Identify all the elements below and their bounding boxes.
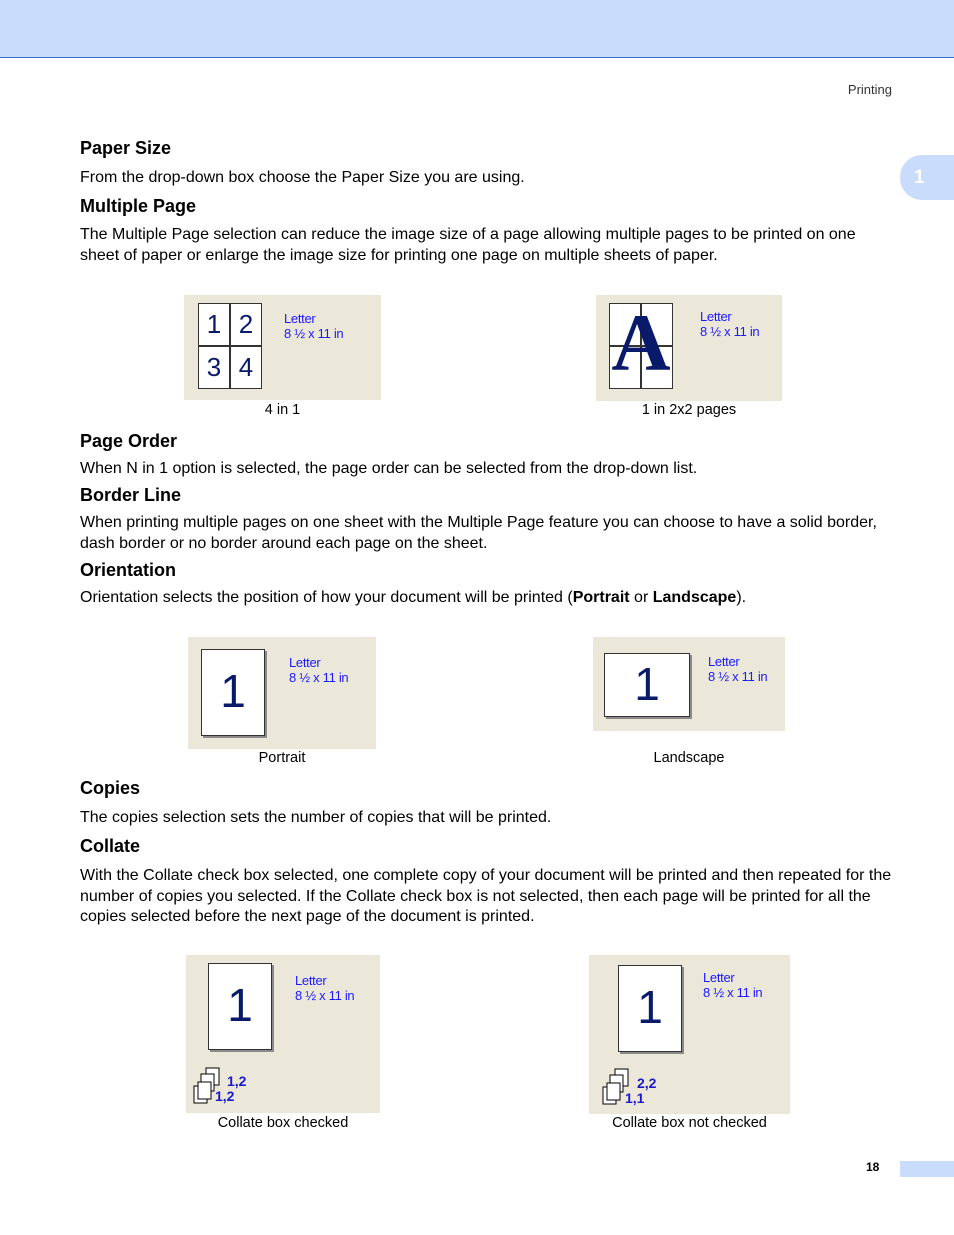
page-cell-1: 1 bbox=[198, 303, 230, 346]
text-border-line: When printing multiple pages on one sheet with the Multiple Page feature you can choose to have a solid border, dash border or no border around each page on the sheet. bbox=[80, 514, 877, 552]
landscape-page-number: 1 bbox=[634, 658, 660, 710]
paper-name: Letter bbox=[295, 973, 327, 988]
orientation-text-2: or bbox=[629, 589, 653, 606]
paper-name: Letter bbox=[700, 309, 732, 324]
figure-1-in-2x2 bbox=[596, 295, 782, 401]
heading-collate: Collate bbox=[80, 836, 141, 856]
paper-size-label bbox=[708, 654, 767, 684]
heading-orientation: Orientation bbox=[80, 560, 177, 580]
paper-dimensions: 8 ½ x 11 in bbox=[289, 670, 349, 685]
figure-portrait bbox=[188, 637, 376, 749]
copy-order-bottom: 1,2 bbox=[215, 1088, 235, 1104]
heading-border-line: Border Line bbox=[80, 485, 182, 505]
paper-size-label bbox=[700, 309, 759, 339]
caption-collate-unchecked: Collate box not checked bbox=[612, 1115, 767, 1131]
caption-landscape: Landscape bbox=[653, 750, 725, 766]
paper-size-label bbox=[703, 970, 762, 1000]
text-page-order: When N in 1 option is selected, the page order can be selected from the drop-down list. bbox=[80, 460, 698, 477]
heading-paper-size: Paper Size bbox=[80, 138, 172, 158]
copy-order-bottom: 1,1 bbox=[625, 1090, 645, 1106]
landscape-page bbox=[604, 653, 690, 717]
copy-order-top: 2,2 bbox=[637, 1075, 657, 1091]
paper-size-label bbox=[284, 311, 343, 341]
copy-order-top: 1,2 bbox=[227, 1073, 247, 1089]
paper-dimensions: 8 ½ x 11 in bbox=[700, 324, 760, 339]
tiled-pages bbox=[609, 297, 673, 389]
paper-size-label bbox=[295, 973, 354, 1003]
text-paper-size: From the drop-down box choose the Paper Size you are using. bbox=[80, 169, 525, 186]
collate-page bbox=[618, 965, 682, 1052]
enlarged-glyph: A bbox=[611, 297, 671, 388]
figure-landscape bbox=[593, 637, 785, 731]
text-orientation bbox=[80, 588, 895, 609]
paper-dimensions: 8 ½ x 11 in bbox=[708, 669, 768, 684]
paper-name: Letter bbox=[289, 655, 321, 670]
page-cell-2: 2 bbox=[230, 303, 262, 346]
orientation-text-1: Orientation selects the position of how your document will be printed ( bbox=[80, 589, 573, 606]
portrait-page-number: 1 bbox=[220, 665, 246, 717]
text-copies: The copies selection sets the number of copies that will be printed. bbox=[80, 809, 552, 826]
caption-collate-checked: Collate box checked bbox=[217, 1115, 349, 1131]
figure-collate-checked bbox=[186, 955, 380, 1113]
paper-dimensions: 8 ½ x 11 in bbox=[284, 326, 344, 341]
paper-dimensions: 8 ½ x 11 in bbox=[295, 988, 355, 1003]
heading-copies: Copies bbox=[80, 778, 141, 798]
paper-name: Letter bbox=[284, 311, 316, 326]
text-multiple-page: The Multiple Page selection can reduce the image size of a page allowing multiple pages to be printed on one sheet of paper or enlarge the image size for printing one page on multiple sheets of paper. bbox=[80, 226, 856, 264]
figure-collate-unchecked bbox=[589, 955, 790, 1114]
collate-page-number: 1 bbox=[227, 979, 253, 1031]
page-grid bbox=[198, 303, 261, 389]
caption-1-in-2x2: 1 in 2x2 pages bbox=[641, 402, 737, 418]
heading-page-order: Page Order bbox=[80, 431, 178, 451]
paper-name: Letter bbox=[703, 970, 735, 985]
collate-page-number: 1 bbox=[637, 981, 663, 1033]
orientation-portrait-term: Portrait bbox=[572, 589, 630, 606]
paper-name: Letter bbox=[708, 654, 740, 669]
running-title: Printing bbox=[847, 82, 892, 97]
paper-size-label bbox=[289, 655, 348, 685]
portrait-page bbox=[201, 649, 265, 736]
figure-4-in-1 bbox=[184, 295, 381, 400]
page-cell-4: 4 bbox=[230, 346, 262, 389]
text-collate: With the Collate check box selected, one complete copy of your document will be printed and then repeated for the number of copies you selected. If the Collate check box is not selected, then each page will be printed for all the copies selected before the next page of the document is printed. bbox=[80, 867, 892, 925]
footer-band bbox=[900, 1161, 954, 1177]
heading-multiple-page: Multiple Page bbox=[80, 196, 197, 216]
orientation-text-3: ). bbox=[736, 589, 747, 606]
page-number: 18 bbox=[866, 1160, 880, 1174]
header-band bbox=[0, 0, 954, 58]
caption-4-in-1: 4 in 1 bbox=[264, 402, 301, 418]
page-cell-3: 3 bbox=[198, 346, 230, 389]
chapter-tab: 1 bbox=[900, 155, 954, 200]
orientation-landscape-term: Landscape bbox=[652, 589, 737, 606]
collate-page bbox=[208, 963, 272, 1050]
caption-portrait: Portrait bbox=[258, 750, 306, 766]
paper-dimensions: 8 ½ x 11 in bbox=[703, 985, 763, 1000]
